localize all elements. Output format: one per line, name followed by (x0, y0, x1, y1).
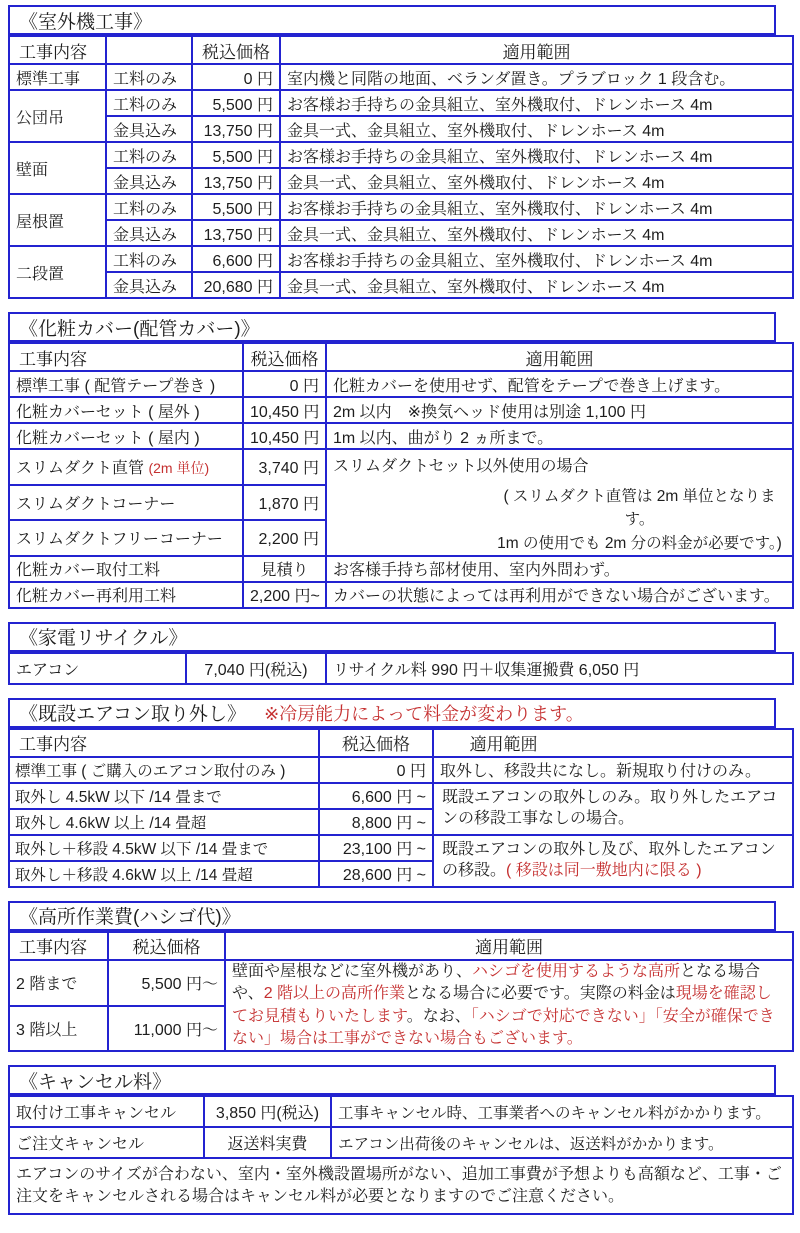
section-title-text: 《化粧カバー(配管カバー)》 (19, 318, 260, 340)
section-ladder (8, 901, 776, 1053)
cell-work-type: スリムダクトコーナー (9, 485, 243, 521)
cell-price: 7,040 円(税込) (186, 653, 326, 684)
section-pipe-cover (8, 312, 782, 609)
cell-option: 工料のみ (106, 142, 192, 168)
section-title (8, 622, 776, 652)
cell-price: 0 円 (243, 371, 326, 397)
cell-scope: お客様お手持ちの金具組立、室外機取付、ドレンホース 4m (280, 90, 793, 116)
col-header-scope: 適用範囲 (433, 729, 793, 757)
scope-text: 。なお、 (406, 1007, 471, 1025)
cell-work-type: 化粧カバーセット ( 屋内 ) (9, 423, 243, 449)
cell-work-type: 3 階以上 (9, 1006, 108, 1052)
cell-work-type: 化粧カバーセット ( 屋外 ) (9, 397, 243, 423)
cell-option: 金具込み (106, 220, 192, 246)
cell-work-type: 2 階まで (9, 960, 108, 1006)
cell-work-type: 標準工事 ( ご購入のエアコン取付のみ ) (9, 757, 319, 783)
table-row (9, 582, 793, 608)
cell-scope: お客様お手持ちの金具組立、室外機取付、ドレンホース 4m (280, 194, 793, 220)
cell-scope: お客様お手持ちの金具組立、室外機取付、ドレンホース 4m (280, 142, 793, 168)
cell-scope: お客様手持ち部材使用、室内外問わず。 (326, 556, 793, 582)
cell-work-type: 取外し 4.5kW 以下 /14 畳まで (9, 783, 319, 809)
outdoor-unit-price-table (8, 35, 794, 299)
cell-option: 工料のみ (106, 64, 192, 90)
section-title-text: 《高所作業費(ハシゴ代)》 (19, 907, 241, 929)
relocation-limit-note: ( 移設は同一敷地内に限る ) (506, 861, 702, 879)
duct-unit-note: (2m 単位) (148, 460, 210, 477)
cell-work-type: 取外し 4.6kW 以上 /14 畳超 (9, 809, 319, 835)
cell-scope: 金具一式、金具組立、室外機取付、ドレンホース 4m (280, 220, 793, 246)
cell-price: 0 円 (319, 757, 433, 783)
cell-option: 金具込み (106, 116, 192, 142)
cell-work-type (9, 449, 243, 485)
cell-work-type: 化粧カバー取付工料 (9, 556, 243, 582)
cell-price: 6,600 円 ~ (319, 783, 433, 809)
cell-scope: 金具一式、金具組立、室外機取付、ドレンホース 4m (280, 272, 793, 298)
scope-text: となる場合や、 (232, 962, 761, 1003)
cell-scope: 金具一式、金具組立、室外機取付、ドレンホース 4m (280, 116, 793, 142)
table-row (9, 116, 793, 142)
cancel-notice: エアコンのサイズが合わない、室内・室外機設置場所がない、追加工事費が予想よりも高額など、工事・ご注文をキャンセルされる場合はキャンセル料が必要となりますのでご注意ください。 (9, 1158, 793, 1214)
cell-scope-merged (326, 449, 793, 556)
work-not-possible-warning: 「ハシゴで対応できない」「安全が確保できない」場合は工事ができない場合もございます。 (232, 1007, 775, 1047)
table-header-row (9, 932, 793, 960)
table-row (9, 783, 793, 809)
cell-work-type: 公団吊 (9, 90, 106, 142)
cell-price: 見積り (243, 556, 326, 582)
cell-price: 13,750 円 (192, 220, 280, 246)
cell-price: 11,000 円～ (108, 1006, 225, 1052)
cell-price: 8,800 円 ~ (319, 809, 433, 835)
col-header-work: 工事内容 (9, 36, 106, 64)
col-header-price: 税込価格 (243, 343, 326, 371)
cell-price: 6,600 円 (192, 246, 280, 272)
cell-price: 返送料実費 (204, 1127, 331, 1158)
table-row (9, 757, 793, 783)
cell-price: 28,600 円 ~ (319, 861, 433, 887)
section-recycle (8, 622, 776, 685)
cell-option: 金具込み (106, 168, 192, 194)
table-row (9, 1096, 793, 1127)
cell-price: 3,740 円 (243, 449, 326, 485)
cell-scope-merged (225, 960, 793, 1052)
table-row (9, 246, 793, 272)
cell-price: 0 円 (192, 64, 280, 90)
ladder-price-table (8, 931, 794, 1053)
cell-scope-merged: 既設エアコンの取外しのみ。取り外したエアコンの移設工事なしの場合。 (433, 783, 793, 835)
second-floor-warning: 2 階以上の高所作業 (263, 985, 406, 1003)
cell-price: 5,500 円～ (108, 960, 225, 1006)
cell-scope: 化粧カバーを使用せず、配管をテープで巻き上げます。 (326, 371, 793, 397)
table-row (9, 397, 793, 423)
table-row (9, 64, 793, 90)
table-row (9, 371, 793, 397)
section-title-text: 《キャンセル料》 (19, 1071, 172, 1093)
cell-work-type: 化粧カバー再利用工料 (9, 582, 243, 608)
cell-option: 工料のみ (106, 194, 192, 220)
cell-price: 3,850 円(税込) (204, 1096, 331, 1127)
col-header-empty (106, 36, 192, 64)
duct-unit-explanation: ( スリムダクト直管は 2m 単位となります。 1m の使用でも 2m 分の料金が必要です。) (497, 488, 782, 552)
cell-scope: カバーの状態によっては再利用ができない場合がございます。 (326, 582, 793, 608)
cell-price: 2,200 円~ (243, 582, 326, 608)
section-title-text: 《既設エアコン取り外し》 (19, 704, 247, 726)
duct-scope-line: スリムダクトセット以外使用の場合 (333, 458, 589, 475)
cell-scope: エアコン出荷後のキャンセルは、返送料がかかります。 (331, 1127, 793, 1158)
table-row (9, 90, 793, 116)
section-title (8, 5, 776, 35)
scope-text: 壁面や屋根などに室外機があり、 (232, 962, 473, 980)
recycle-price-table (8, 652, 794, 685)
cell-option: 工料のみ (106, 246, 192, 272)
section-title (8, 698, 776, 728)
cell-work-type: 壁面 (9, 142, 106, 194)
table-row (9, 168, 793, 194)
cell-price: 5,500 円 (192, 142, 280, 168)
cell-work-type: ご注文キャンセル (9, 1127, 204, 1158)
cell-price: 10,450 円 (243, 397, 326, 423)
table-row (9, 272, 793, 298)
cell-scope: 1m 以内、曲がり 2 ヵ所まで。 (326, 423, 793, 449)
cell-option: 工料のみ (106, 90, 192, 116)
section-outdoor-unit (8, 5, 776, 299)
pipe-cover-price-table (8, 342, 794, 609)
col-header-price: 税込価格 (108, 932, 225, 960)
cell-scope: リサイクル料 990 円＋収集運搬費 6,050 円 (326, 653, 793, 684)
table-row (9, 449, 793, 485)
col-header-work: 工事内容 (9, 343, 243, 371)
scope-text: となる場合に必要です。実際の料金は (405, 985, 676, 1003)
col-header-scope: 適用範囲 (326, 343, 793, 371)
col-header-scope: 適用範囲 (280, 36, 793, 64)
cell-scope: 金具一式、金具組立、室外機取付、ドレンホース 4m (280, 168, 793, 194)
table-row (9, 220, 793, 246)
cell-price: 2,200 円 (243, 520, 326, 556)
table-row (9, 194, 793, 220)
table-row (9, 1127, 793, 1158)
section-cancel (8, 1065, 782, 1215)
cell-work-type: 取外し＋移設 4.5kW 以下 /14 畳まで (9, 835, 319, 861)
cancel-price-table (8, 1095, 794, 1215)
cell-work-type: 取外し＋移設 4.6kW 以上 /14 畳超 (9, 861, 319, 887)
table-header-row (9, 343, 793, 371)
cell-price: 23,100 円 ~ (319, 835, 433, 861)
cell-work-type: 二段置 (9, 246, 106, 298)
cell-price: 13,750 円 (192, 116, 280, 142)
col-header-work: 工事内容 (9, 729, 319, 757)
cell-price: 5,500 円 (192, 194, 280, 220)
table-header-row (9, 729, 793, 757)
cell-price: 1,870 円 (243, 485, 326, 521)
col-header-price: 税込価格 (319, 729, 433, 757)
work-type-label: スリムダクト直管 (16, 460, 145, 478)
fee-varies-note: ※冷房能力によって料金が変わります。 (264, 703, 584, 724)
cell-work-type: 標準工事 (9, 64, 106, 90)
table-row (9, 142, 793, 168)
table-row (9, 423, 793, 449)
scope-text: 既設エアコンの取外し及び、取外したエアコンの移設。 (442, 840, 776, 879)
table-row (9, 653, 793, 684)
cell-scope: 工事キャンセル時、工事業者へのキャンセル料がかかります。 (331, 1096, 793, 1127)
cell-work-type: エアコン (9, 653, 186, 684)
cell-work-type: 屋根置 (9, 194, 106, 246)
section-title-text: 《家電リサイクル》 (19, 628, 188, 650)
cell-price: 10,450 円 (243, 423, 326, 449)
cell-scope: 取外し、移設共になし。新規取り付けのみ。 (433, 757, 793, 783)
col-header-scope: 適用範囲 (225, 932, 793, 960)
col-header-work: 工事内容 (9, 932, 108, 960)
cell-scope-merged (433, 835, 793, 887)
table-header-row (9, 36, 793, 64)
section-title (8, 1065, 776, 1095)
section-title (8, 901, 776, 931)
onsite-estimate-warning: 現場を確認してお見積もりいたします (232, 985, 772, 1025)
cell-price: 20,680 円 (192, 272, 280, 298)
cell-work-type: 標準工事 ( 配管テープ巻き ) (9, 371, 243, 397)
section-removal (8, 698, 776, 888)
cell-scope: 2m 以内 ※換気ヘッド使用は別途 1,100 円 (326, 397, 793, 423)
section-title-text: 《室外機工事》 (19, 11, 153, 33)
col-header-price: 税込価格 (192, 36, 280, 64)
cell-price: 13,750 円 (192, 168, 280, 194)
cell-work-type: スリムダクトフリーコーナー (9, 520, 243, 556)
cell-work-type: 取付け工事キャンセル (9, 1096, 204, 1127)
table-row (9, 556, 793, 582)
table-row (9, 960, 793, 1006)
cell-scope: お客様お手持ちの金具組立、室外機取付、ドレンホース 4m (280, 246, 793, 272)
table-row (9, 835, 793, 861)
cell-scope: 室内機と同階の地面、ベランダ置き。プラブロック 1 段含む。 (280, 64, 793, 90)
cell-price: 5,500 円 (192, 90, 280, 116)
table-row (9, 1158, 793, 1214)
section-title (8, 312, 776, 342)
removal-price-table (8, 728, 794, 888)
ladder-height-warning: ハシゴを使用するような高所 (472, 962, 681, 980)
cell-option: 金具込み (106, 272, 192, 298)
